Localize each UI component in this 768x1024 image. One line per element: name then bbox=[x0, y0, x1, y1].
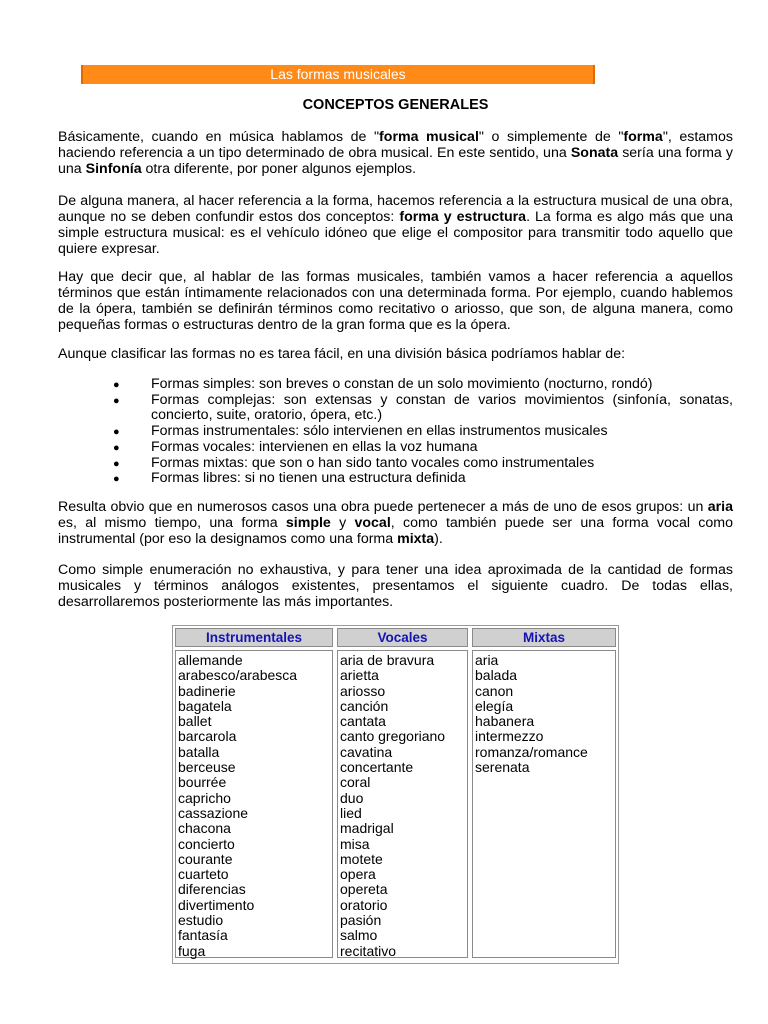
forms-table bbox=[172, 625, 619, 964]
text: ", estamos haciendo referencia a un tipo determinado de obra musical. En este sentido, una bbox=[58, 129, 733, 161]
table-entry: habanera bbox=[475, 713, 535, 730]
table-entry: motete bbox=[340, 850, 383, 867]
document-title: Las formas musicales bbox=[270, 66, 406, 82]
list-item bbox=[113, 471, 733, 487]
list-item bbox=[113, 440, 733, 456]
table-entry: concertante bbox=[340, 759, 414, 776]
table-entry: chacona bbox=[178, 820, 231, 837]
paragraph-5 bbox=[58, 499, 733, 547]
table-entry: canon bbox=[475, 682, 514, 699]
list-item-text: Formas complejas: son extensas y constan de varios movimientos (sinfonía, sonatas, concierto, suite, oratorio, ópera, etc.) bbox=[151, 391, 733, 424]
paragraph-6: Como simple enumeración no exhaustiva, y para tener una idea aproximada de la cantidad de formas musicales y términos análogos existentes, presentamos el siguiente cuadro. De todas ellas, desarrollaremos posteriormente las más importantes. bbox=[58, 562, 733, 610]
table-entry: cuarteto bbox=[178, 866, 229, 883]
section-heading: CONCEPTOS GENERALES bbox=[302, 97, 489, 113]
table-entry: canción bbox=[340, 697, 389, 714]
list-item bbox=[113, 424, 733, 440]
table-entry: cantata bbox=[340, 713, 386, 730]
list-item-text: Formas vocales: intervienen en ellas la voz humana bbox=[151, 438, 478, 455]
table-entry: cavatina bbox=[340, 743, 393, 760]
bold-text: forma bbox=[623, 129, 663, 145]
table-entry: canto gregoriano bbox=[340, 728, 446, 745]
table-cell bbox=[337, 650, 468, 958]
table-column-instrumentales bbox=[175, 628, 333, 958]
table-entry: courante bbox=[178, 850, 233, 867]
table-entry: bagatela bbox=[178, 697, 232, 714]
table-entry: fantasía bbox=[178, 927, 228, 944]
text: Resulta obvio que en numerosos casos una obra puede pertenecer a más de uno de esos grupos: un bbox=[58, 499, 708, 515]
bold-text: Sinfonía bbox=[85, 161, 142, 177]
table-entry: intermezzo bbox=[475, 728, 544, 745]
table-entry: aria bbox=[475, 652, 499, 668]
bullet-icon: ● bbox=[113, 426, 120, 439]
table-entry: opera bbox=[340, 866, 376, 883]
bullet-icon: ● bbox=[113, 473, 120, 486]
paragraph-2 bbox=[58, 193, 733, 257]
text: sería una forma y una bbox=[58, 145, 733, 177]
table-entry: ariosso bbox=[340, 682, 386, 699]
list-item bbox=[113, 393, 733, 424]
bold-text: Sonata bbox=[570, 145, 619, 161]
table-entry: opereta bbox=[340, 881, 388, 898]
table-entry: concierto bbox=[178, 835, 235, 852]
table-entry: coral bbox=[340, 774, 371, 791]
table-entry: diferencias bbox=[178, 881, 246, 898]
text: . La forma es algo más que una simple estructura musical: es el vehículo idóneo que elige el compositor para transmitir todo aquello que quiere expresar. bbox=[58, 209, 734, 257]
bold-text: forma musical bbox=[379, 129, 479, 145]
document-title-bar bbox=[81, 65, 595, 84]
table-entry: aria de bravura bbox=[340, 652, 435, 668]
table-cell bbox=[175, 650, 333, 958]
table-entry: duo bbox=[340, 789, 364, 806]
table-entry: oratorio bbox=[340, 896, 388, 913]
list-item-text: Formas mixtas: que son o han sido tanto vocales como instrumentales bbox=[151, 454, 595, 471]
paragraph-3: Hay que decir que, al hablar de las formas musicales, también vamos a hacer referencia a aquellos términos que están íntimamente relacionados con una determinada forma. Por ejemplo, cuando hablemos de la ópera, también se definirán términos como recitativo o ariosso, que son, de alguna manera, como pequeñas formas o estructuras dentro de la gran forma que es la ópera. bbox=[58, 269, 733, 333]
table-entry: balada bbox=[475, 667, 518, 684]
table-entry: salmo bbox=[340, 927, 378, 944]
text: es, al mismo tiempo, una forma bbox=[58, 515, 286, 531]
bullet-icon: ● bbox=[113, 394, 120, 407]
table-entry: serenata bbox=[475, 759, 530, 776]
table-entry: batalla bbox=[178, 743, 220, 760]
table-entry: barcarola bbox=[178, 728, 237, 745]
bullet-icon: ● bbox=[113, 441, 120, 454]
table-header: Mixtas bbox=[472, 628, 616, 647]
table-entry: romanza/romance bbox=[475, 743, 588, 760]
text: y bbox=[330, 515, 355, 531]
bold-text: forma bbox=[399, 209, 439, 225]
text: " o simplemente de " bbox=[478, 129, 624, 145]
table-entry: lied bbox=[340, 804, 362, 821]
list-item-text: Formas libres: si no tienen una estructura definida bbox=[151, 470, 466, 487]
bold-text: y bbox=[438, 209, 457, 225]
table-entry: badinerie bbox=[178, 682, 236, 699]
table-entry: capricho bbox=[178, 789, 231, 806]
text: Básicamente, cuando en música hablamos de " bbox=[58, 129, 380, 145]
table-entry: elegía bbox=[475, 697, 514, 714]
table-column-mixtas bbox=[472, 628, 616, 958]
table-entry: pasión bbox=[340, 912, 382, 929]
table-entry: recitativo bbox=[340, 942, 397, 959]
list-item bbox=[113, 377, 733, 393]
table-entry: arietta bbox=[340, 667, 379, 684]
table-entry: berceuse bbox=[178, 759, 236, 776]
table-entry: arabesco/arabesca bbox=[178, 667, 298, 684]
table-header: Instrumentales bbox=[175, 628, 333, 647]
text: ). bbox=[434, 531, 443, 547]
bullet-icon: ● bbox=[113, 457, 120, 470]
paragraph-4: Aunque clasificar las formas no es tarea fácil, en una división básica podríamos hablar de: bbox=[58, 346, 626, 362]
table-entry: estudio bbox=[178, 912, 224, 929]
table-entry: misa bbox=[340, 835, 370, 852]
table-entry: ballet bbox=[178, 713, 212, 730]
bold-text: simple bbox=[285, 515, 331, 531]
bold-text: mixta bbox=[397, 531, 435, 547]
list-item-text: Formas instrumentales: sólo intervienen en ellas instrumentos musicales bbox=[151, 423, 608, 440]
table-entry: madrigal bbox=[340, 820, 394, 837]
text: De alguna manera, al hacer referencia a la forma, hacemos referencia a la estructura musical de una obra, aunque no se deben confundir estos dos conceptos: bbox=[58, 193, 733, 225]
table-header: Vocales bbox=[337, 628, 468, 647]
text: otra diferente, por poner algunos ejemplos. bbox=[141, 161, 417, 177]
list-item-text: Formas simples: son breves o constan de un solo movimiento (nocturno, rondó) bbox=[151, 376, 653, 392]
table-entry: cassazione bbox=[178, 804, 249, 821]
table-cell bbox=[472, 650, 616, 958]
bold-text: vocal bbox=[354, 515, 391, 531]
table-column-vocales bbox=[337, 628, 468, 958]
bold-text: estructura bbox=[456, 209, 527, 225]
table-entry: allemande bbox=[178, 652, 243, 668]
bold-text: aria bbox=[707, 499, 733, 515]
table-entry: bourrée bbox=[178, 774, 227, 791]
list-item bbox=[113, 456, 733, 472]
forms-list bbox=[113, 377, 733, 487]
text: , como también puede ser una forma vocal como instrumental (por eso la designamos como una forma bbox=[58, 515, 733, 547]
table-entry: fuga bbox=[178, 942, 206, 959]
paragraph-1 bbox=[58, 129, 733, 177]
bullet-icon: ● bbox=[113, 379, 120, 391]
table-entry: divertimento bbox=[178, 896, 255, 913]
